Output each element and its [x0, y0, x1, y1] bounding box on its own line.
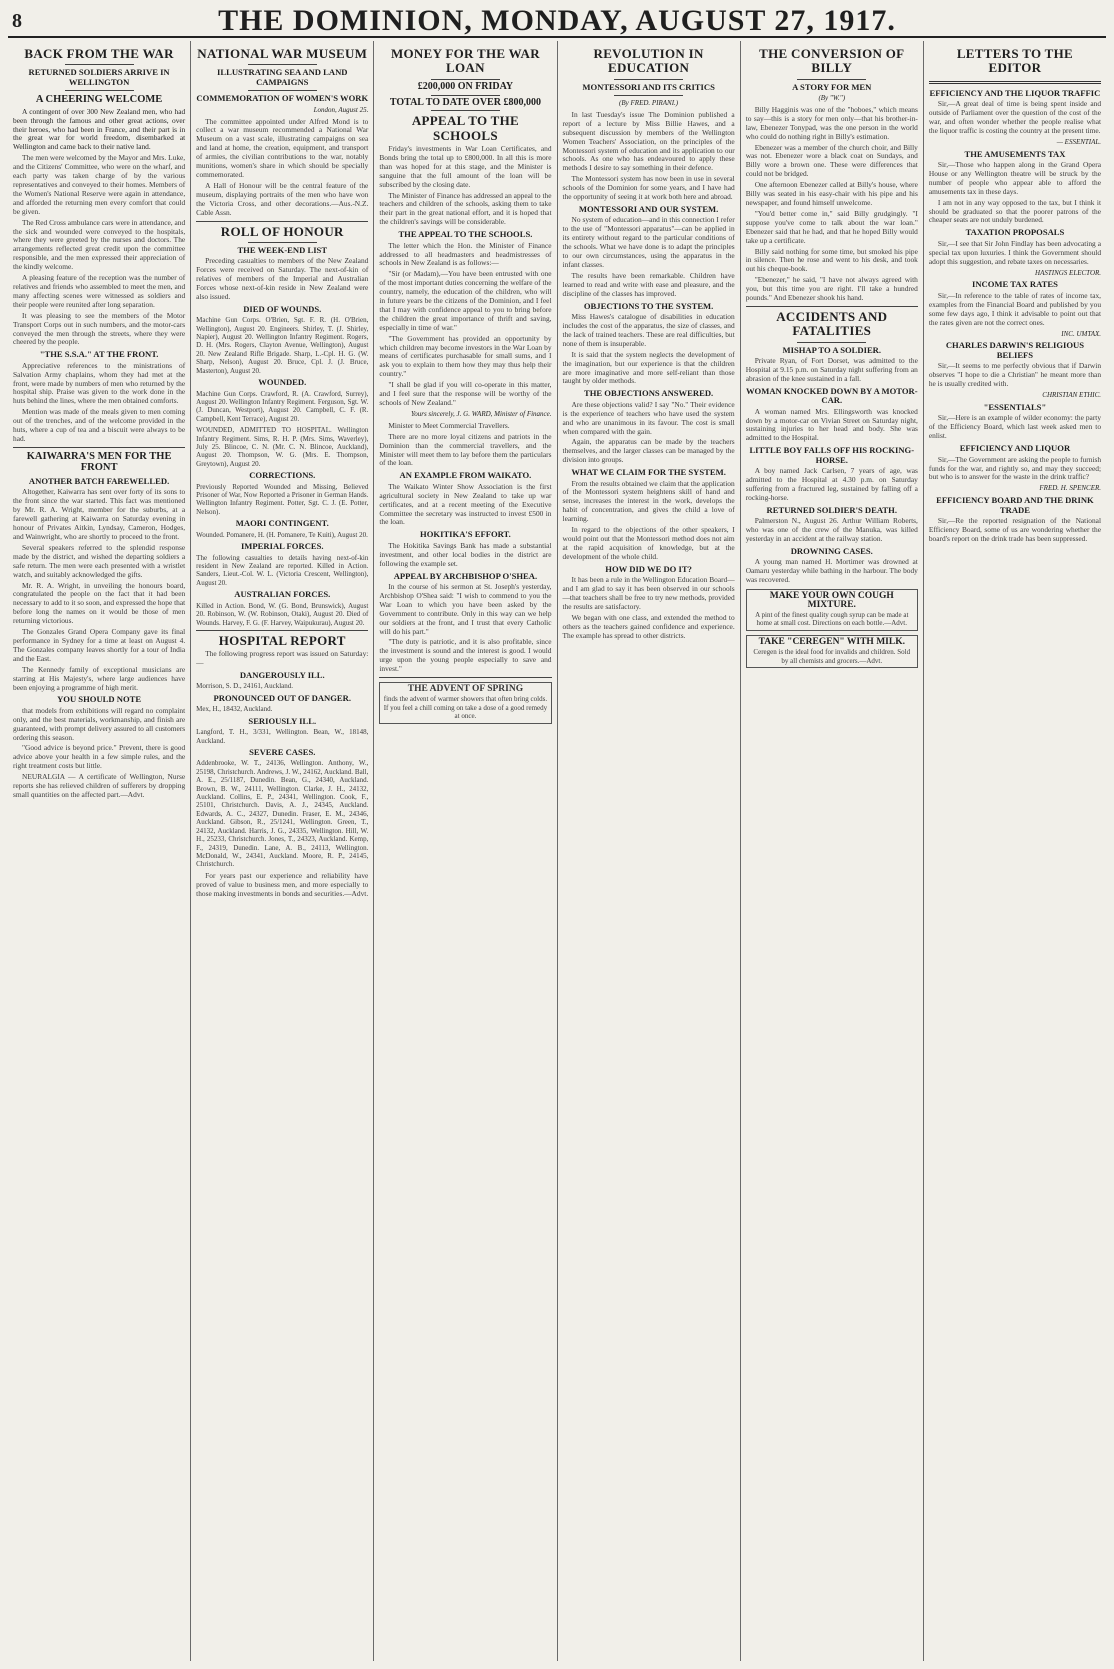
column-6: LETTERS TO THE EDITOR EFFICIENCY AND THE LIQUOR TRAFFIC Sir,—A great deal of time is being spent inside and outside of Parliament over the question of the cost of the war, and often wonder whether the people realise what the liquor traffic is costing the country at the present time. — ESSENTIAL. THE AMUSEMENTS TAX Sir,—Those who happen along in the Grand Opera House or any Wellington theatre will be struck by the number of people who appear able to afford the amusements tax in these days. I am not in any way opposed to the tax, but I think it should be graduated so that the poorer patrons of the cheaper seats are not unduly burdened. TAXATION PROPOSALS Sir,—I see that Sir John Findlay has been advocating a special tax upon luxuries. I think the Government should adopt this suggestion, and rebate taxes on necessaries. HASTINGS ELECTOR. INCOME TAX RATES Sir,—In reference to the table of rates of income tax, examples from the Financial Board and published by you some few days ago, I think it advisable to point out that the rates given are not the correct ones. INC. UMTAX. CHARLES DARWIN'S RELIGIOUS BELIEFS Sir,—It seems to me perfectly obvious that if Darwin observes "I hope to die a Christian" he meant more than he is usually credited with. CHRISTIAN ETHIC. "ESSENTIALS" Sir,—Here is an example of wilder economy: the party of the Efficiency Board, which last week asked men to enlist. EFFICIENCY AND LIQUOR Sir,—The Government are asking the people to furnish funds for the war, and rightly so, and may they succeed; but who is to answer for the waste in the drink traffic? FRED. H. SPENCER. EFFICIENCY BOARD AND THE DRINK TRADE Sir,—Re the reported resignation of the National Efficiency Board, some of us are wondering whether the board's report on the drink trade has been suppressed. [928, 46, 1102, 543]
subhead-waikato: AN EXAMPLE FROM WAIKATO. [399, 470, 532, 481]
category-seriously-ill: SERIOUSLY ILL. [248, 715, 317, 726]
subhead-appeal-to-schools: THE APPEAL TO THE SCHOOLS. [398, 229, 533, 240]
column-3: MONEY FOR THE WAR LOAN £200,000 ON FRIDAY TOTAL TO DATE OVER £800,000 APPEAL TO THE SCHOOLS Friday's investments in War Loan Certificates, and Bonds bring the total up to £800,000. In all this is more than was hoped for at this stage, and the Minister is sanguine that the full amount of the loan will be subscribed by the closing date. The Minister of Finance has addressed an appeal to the teachers and children of the schools, asking them to take their part in the great national effort, and it is hoped that the children's savings will be considerable. THE APPEAL TO THE SCHOOLS. The letter which the Hon. the Minister of Finance addressed to all headmasters and headmistresses of schools in New Zealand is as follows:— "Sir (or Madam),—You have been entrusted with one of the most important duties concerning the welfare of the country, namely, the education of the children, who will in future years be the citizens of the Dominion, and I feel that I may with confidence appeal to you to bring before the children the great importance of thrift and saving, especially in time of war." "The Government has provided an opportunity by which children may become investors in the War Loan by means of certificates purchasable for small sums, and I ask you to explain to them how they may thus help their country." "I shall be glad if you will co-operate in this matter, and I feel sure that the response will be worthy of the schools of New Zealand." Yours sincerely, J. G. WARD, Minister of Finance. Minister to Meet Commercial Travellers. There are no more loyal citizens and patriots in the Dominion than the commercial travellers, and the Minister will meet them to lay before them the particulars of the loan. AN EXAMPLE FROM WAIKATO. The Waikato Winter Show Association is the first agricultural society in New Zealand to take up war certificates, and at a recent meeting of the Executive Committee the secretary was instructed to invest £500 in the loan. HOKITIKA'S EFFORT. The Hokitika Savings Bank has made a substantial investment, and other local bodies in the district are following the example set. APPEAL BY ARCHBISHOP O'SHEA. In the course of his sermon at St. Joseph's yesterday, Archbishop O'Shea said: "I wish to commend to you the War Loan to which you have been asked by the Government to contribute. Only in this way can we help our soldiers at the front, and I trust that every Catholic will do his part." "The duty is patriotic, and it is also profitable, since the investment is sound and the interest is good. I would urge upon the young people especially to save and invest." THE ADVENT OF SPRING finds the advent of warmer showers that often bring colds. If you feel a chill coming on take a dose of a good remedy at once. [374, 41, 557, 1661]
section-appeal-schools: APPEAL TO THE SCHOOLS [411, 113, 520, 143]
column-2: NATIONAL WAR MUSEUM ILLUSTRATING SEA AND LAND CAMPAIGNS COMMEMORATION OF WOMEN'S WORK London, August 25. The committee appointed under Alfred Mond is to collect a war museum recommended a National War Museum on a vast scale, illustrating campaigns on sea and land at home, the creation, equipment, and transport of armies, the civilian contributions to the war, notably munitions, women's share in which should be specially commemorated. A Hall of Honour will be the central feature of the museum, displaying portraits of the men who have won the Victoria Cross, and other decorations.—Aus.-N.Z. Cable Assn. ROLL OF HONOUR THE WEEK-END LIST Preceding casualties to members of the New Zealand Forces were received on Saturday. The next-of-kin of relatives of members of the Imperial and Australian Forces whose next-of-kin reside in New Zealand were also issued. DIED OF WOUNDS. Machine Gun Corps. O'Brien, Sgt. F. R. (H. O'Brien, Wellington), August 20. Engineers. Shirley, T. (J. Shirley, Napier), August 20. Wellington Infantry Regiment. Rogers, D. H. (Mrs. Rogers, Clayton Avenue, Wellington), August 20. New Zealand Rifle Brigade. Sharp, L.-Cpl. H. G. (W. Sharp, Nelson), August 20. Bruce, Cpl. J. (J. Bruce, Masterton), August 20. WOUNDED. Machine Gun Corps. Crawford, R. (A. Crawford, Surrey), August 20. Wellington Infantry Regiment. Ferguson, Sgt. W. (J. Duncan, Westport), August 20. Campbell, C. F. (R. Campbell, Kent Terrace), August 20. WOUNDED, ADMITTED TO HOSPITAL. Wellington Infantry Regiment. Sims, R. H. P. (Mrs. Sims, Waverley), July 25. Blincoe, C. N. (Mr. C. N. Blincoe, Auckland), August 20. Thompson, W. G. (Mrs. E. Thompson, Greytown), August 20. CORRECTIONS. Previously Reported Wounded and Missing, Believed Prisoner of War, Now Reported a Prisoner in German Hands. Wellington Infantry Regiment. Potter, Sgt. C. J. (E. Potter, Nelson). MAORI CONTINGENT. Wounded. Pomanere, H. (H. Pomanere, Te Kuiti), August 20. IMPERIAL FORCES. The following casualties to details having next-of-kin resident in New Zealand are reported. Killed in Action. Sanders, Lieut.-Col. W. L. (Victoria Crescent, Wellington), August 20. AUSTRALIAN FORCES. Killed in Action. Bond, W. (G. Bond, Brunswick), August 20. Robinson, W. (W. Robinson, Otaki), August 20. Died of Wounds. Harvey, F. G. (F. Harvey, Waipukurau), August 20. HOSPITAL REPORT The following progress report was issued on Saturday:— DANGEROUSLY ILL. Morrison, S. D., 24161, Auckland. PRONOUNCED OUT OF DANGER. Mex, H., 18432, Auckland. SERIOUSLY ILL. Langford, T. H., 3/331, Wellington. Bean, W., 18148, Auckland. SEVERE CASES. Addenbrooke, W. T., 24136, Wellington. Anthony, W., 25198, Christchurch. Andrews, J. W., 24162, Auckland. Ball, A. E., 25/1187, Dunedin. Bean, G., 24340, Auckland. Brown, B. W., 24111, Wellington. Clarke, J. H., 24132, Auckland. Collins, E. P., 24341, Wellington. Cook, F., 25101, Christchurch. Davis, A. J., 24345, Auckland. Edwards, A. C., 24327, Dunedin. Fraser, E. M., 24346, Auckland. Gibson, R., 25/1241, Wellington. Green, T., 24132, Auckland. Harris, J. G., 24335, Wellington. Hill, W. H., 25233, Christchurch. Jones, T., 24323, Auckland. Kemp, F., 24319, Dunedin. Lane, A. B., 24113, Wellington. McDonald, W., 24341, Auckland. Moore, R. P., 24145, Christchurch. For years past our experience and reliability have proved of value to business men, and more especially to those making investments in bonds and securities.—Advt. [191, 41, 374, 1661]
headline-back-from-war: BACK FROM THE WAR [24, 46, 174, 61]
signature-christian-ethic: CHRISTIAN ETHIC. [1042, 391, 1102, 400]
dateline-london: London, August 25. [313, 105, 369, 114]
subhead-montessori: MONTESSORI AND ITS CRITICS [582, 81, 715, 92]
letter-taxation-proposals: TAXATION PROPOSALS [965, 227, 1065, 238]
headline-kaiwarra: KAIWARRA'S MEN FOR THE FRONT [26, 450, 172, 474]
letter-essentials: "ESSENTIALS" [983, 401, 1047, 412]
signature-spencer: FRED. H. SPENCER. [1039, 484, 1102, 493]
byline-w: (By "W.") [818, 94, 846, 103]
signature-umtax: INC. UMTAX. [1061, 329, 1102, 338]
accident-drowning: DROWNING CASES. [790, 545, 873, 556]
subhead-what-we-claim: WHAT WE CLAIM FOR THE SYSTEM. [571, 467, 726, 478]
subhead-story-for-men: A STORY FOR MEN [792, 81, 872, 92]
columns [8, 41, 1106, 1661]
accident-soldier-death: RETURNED SOLDIER'S DEATH. [766, 504, 897, 515]
column-4: REVOLUTION IN EDUCATION MONTESSORI AND ITS CRITICS (By FRED. PIRANI.) In last Tuesday's issue The Dominion published a report of a lecture by Miss Billie Hawes, and a subsequent discussion by members of the Wellington Women Teachers' Association, on the principles of the Montessori system of education and its application to our schools. As one who has endeavoured to apply these methods I desire to say something in their defence. The Montessori system has now been in use in several schools of the Dominion for some years, and I have had the opportunity of seeing it at work both here and abroad. MONTESSORI AND OUR SYSTEM. No system of education—and in this connection I refer to the use of "Montessori apparatus"—can be applied in its entirety without regard to the particular conditions of the schools. What we have done is to adapt the principles to our own circumstances, using the apparatus in the infant classes. The results have been remarkable. Children have learned to read and write with ease and pleasure, and the discipline of the classes has improved. OBJECTIONS TO THE SYSTEM. Miss Hawes's catalogue of disabilities in education includes the cost of the apparatus, the size of classes, and the lack of trained teachers. These are real difficulties, but none of them is insuperable. It is said that the system neglects the development of the imagination, but our experience is that the children are more imaginative and more self-reliant than those taught by older methods. THE OBJECTIONS ANSWERED. Are these objections valid? I say "No." Their evidence is the experience of teachers who have used the system and who are unanimous in its favour. The cost is small when compared with the gain. Again, the apparatus can be made by the teachers themselves, and the larger classes can be managed by the division into groups. WHAT WE CLAIM FOR THE SYSTEM. From the results obtained we claim that the application of the Montessori system heightens skill of hand and sense, increases the interest in the work, develops the habit of concentration, and gives the child a love of learning. In regard to the objections of the other speakers, I would point out that the Montessori method does not aim at the rapid acquisition of knowledge, but at the development of the whole child. HOW DID WE DO IT? It has been a rule in the Wellington Education Board—and I am glad to say it has been observed in our schools—that teachers shall be free to try new methods, provided the results are satisfactory. We began with one class, and extended the method to others as the teachers gained confidence and experience. The example has spread to other districts. [558, 41, 741, 1661]
accident-woman-motor-car: WOMAN KNOCKED DOWN BY A MOTOR-CAR. [745, 385, 918, 406]
category-wounded: WOUNDED. [258, 377, 307, 388]
category-died: DIED OF WOUNDS. [243, 303, 322, 314]
category-out-of-danger: PRONOUNCED OUT OF DANGER. [213, 692, 352, 703]
ad-cough-mixture: MAKE YOUR OWN COUGH MIXTURE. A pint of the finest quality cough syrup can be made at home at small cost. Directions on each bottle.—Advt. [746, 589, 918, 631]
letter-amusements-tax: THE AMUSEMENTS TAX [964, 148, 1066, 159]
subhead-illustrating: ILLUSTRATING SEA AND LAND CAMPAIGNS [217, 67, 348, 87]
ad-ceregen: TAKE "CEREGEN" WITH MILK. Ceregen is the ideal food for invalids and children. Sold by all chemists and grocers.—Advt. [746, 635, 918, 668]
subhead-objections-answered: THE OBJECTIONS ANSWERED. [584, 388, 714, 399]
headline-revolution-education: REVOLUTION IN EDUCATION [593, 46, 704, 76]
subsection-ssa: "THE S.S.A." AT THE FRONT. [39, 349, 159, 360]
subhead-how-did-we-do-it: HOW DID WE DO IT? [605, 563, 692, 574]
letter-darwin: CHARLES DARWIN'S RELIGIOUS BELIEFS [945, 340, 1085, 360]
signature-ward: Yours sincerely, J. G. WARD, Minister of Finance. [410, 409, 552, 418]
newspaper-title: THE DOMINION, MONDAY, AUGUST 27, 1917. [218, 4, 896, 37]
signature-hastings: HASTINGS ELECTOR. [1035, 268, 1102, 277]
letter-drink-trade: EFFICIENCY BOARD AND THE DRINK TRADE [936, 495, 1094, 515]
headline-war-museum: NATIONAL WAR MUSEUM [197, 46, 368, 61]
subhead-archbishop: APPEAL BY ARCHBISHOP O'SHEA. [393, 570, 538, 581]
headline-accidents: ACCIDENTS AND FATALITIES [776, 308, 888, 339]
category-corrections: CORRECTIONS. [249, 470, 316, 481]
notice-title: YOU SHOULD NOTE [57, 694, 142, 705]
page-number: 8 [12, 9, 22, 32]
byline-pirani: (By FRED. PIRANI.) [619, 99, 679, 108]
big-figure-friday: £200,000 ON FRIDAY [417, 80, 514, 92]
subhead-commemoration: COMMEMORATION OF WOMEN'S WORK [196, 93, 369, 104]
headline-money-war-loan: MONEY FOR THE WAR LOAN [390, 46, 540, 76]
category-dangerously-ill: DANGEROUSLY ILL. [239, 670, 325, 681]
category-severe-cases: SEVERE CASES. [249, 747, 316, 757]
category-australian: AUSTRALIAN FORCES. [234, 589, 331, 600]
column-5: THE CONVERSION OF BILLY A STORY FOR MEN (By "W.") Billy Hagginis was one of the "hoboes," which means to say—this is a story for men only—that his brother-in-law, Ebenezer Tonypad, was the one person in the world who could do nothing right in Billy's estimation. Ebenezer was a member of the church choir, and Billy was not. Ebenezer wore a black coat on Sundays, and Billy wore a brown one. These were differences that could not be bridged. One afternoon Ebenezer called at Billy's house, where Billy was seated in his easy-chair with his pipe and his newspaper, and found himself unwelcome. "You'd better come in," said Billy grudgingly. "I suppose you've come to talk about the war loan." Ebenezer said that he had, and that he hoped Billy would take up a certificate. Billy said nothing for some time, but smoked his pipe in silence. Then he rose and went to his desk, and took out his cheque-book. "Ebenezer," he said, "I have not always agreed with you, but this time you are right. I'll take a hundred pounds." And Ebenezer shook his hand. ACCIDENTS AND FATALITIES MISHAP TO A SOLDIER. Private Ryan, of Fort Dorset, was admitted to the Hospital at 9.15 p.m. on Saturday night suffering from an abrasion of the knee sustained in a fall. WOMAN KNOCKED DOWN BY A MOTOR-CAR. A woman named Mrs. Ellingsworth was knocked down by a motor-car on Vivian Street on Saturday night, sustaining injuries to her head and body. She was admitted to the Hospital. LITTLE BOY FALLS OFF HIS ROCKING-HORSE. A boy named Jack Carlsen, 7 years of age, was admitted to the Hospital at 4.30 p.m. on Saturday suffering from a fractured leg, sustained by falling off a rocking-horse. RETURNED SOLDIER'S DEATH. Palmerston N., August 26. Arthur William Roberts, who was one of the crew of the Manuka, was killed yesterday in an accident at the railway station. DROWNING CASES. A young man named H. Mortimer was drowned at Oamaru yesterday while bathing in the harbour. The body was recovered. MAKE YOUR OWN COUGH MIXTURE. A pint of the finest quality cough syrup can be made at home at small cost. Directions on each bottle.—Advt. TAKE "CEREGEN" WITH MILK. Ceregen is the ideal food for invalids and children. Sold by all chemists and grocers.—Advt. [741, 41, 924, 1661]
signature-essential: — ESSENTIAL. [1056, 137, 1102, 146]
section-cheering-welcome: A CHEERING WELCOME [35, 94, 163, 106]
letter-efficiency-liquor: EFFICIENCY AND LIQUOR [959, 443, 1071, 454]
section-another-batch: ANOTHER BATCH FAREWELLED. [28, 476, 170, 487]
column-1: BACK FROM THE WAR RETURNED SOLDIERS ARRIVE IN WELLINGTON A CHEERING WELCOME A contingent of over 300 New Zealand men, who had been through the famous and other great actions, over their heroes, who had been in France, and their part is in the great war for world freedom, disembarked at Wellington and came back to their native land. The men were welcomed by the Mayor and Mrs. Luke, and the Citizens' Committee, who were on the wharf, and each party was taken charge of by the various representatives and conveyed to their homes. Members of the Women's National Reserve were again in attendance, and afforded the returning men every comfort that could be given. The Red Cross ambulance cars were in attendance, and the sick and wounded were conveyed to the hospitals, where they were greeted by the nurses and doctors. The arrangements reflected great credit upon the committee responsible, and the men expressed their appreciation of the kindly welcome. A pleasing feature of the reception was the number of relatives and friends who assembled to meet the men, and many affecting scenes were witnessed as soldiers and their people were reunited after long separation. It was pleasing to see the members of the Motor Transport Corps out in such numbers, and the motor-cars conveyed the men through the streets, where they were cheered by the people. "THE S.S.A." AT THE FRONT. Appreciative references to the ministrations of Salvation Army chaplains, whom they had met at the front, were made by numbers of men who returned by the hospital ship. Praise was given to the work done in the huts behind the lines, where the men obtained comforts. Mention was made of the meals given to men coming out of the trenches, and of the welcome provided in the huts, where a cup of tea and a biscuit were always to be had. KAIWARRA'S MEN FOR THE FRONT ANOTHER BATCH FAREWELLED. Altogether, Kaiwarra has sent over forty of its sons to the front since the war started. This fact was mentioned by Mr. R. A. Wright, member for the suburbs, at a farewell gathering at Kaiwarra on Saturday evening in honour of Privates Aitkin, Lyndsay, Cameron, Hodges, and Wainwright, who are shortly to proceed to the front. Several speakers referred to the splendid response made by the district, and wished the departing soldiers a safe return. The men were each presented with a wristlet watch, and suitably acknowledged the gifts. Mr. R. A. Wright, in unveiling the honours board, congratulated the people on the fact that it had been necessary to add to it so soon, and expressed the hope that before long the names on it would be those of men returning victorious. The Gonzales Grand Opera Company gave its final performance in Sydney for a time at least on August 4. The Gonzales company leaves shortly for a tour of India and the East. The Kennedy family of exceptional musicians are starring at His Majesty's, where large audiences have been enjoying a programme of high merit. YOU SHOULD NOTE that models from exhibitions will regard no complaint only, and the best materials, workmanship, and finish are guaranteed, with prompt delivery assured to all customers ordering this season. "Good advice is beyond price." Prevent, there is good advice above your health in a few simple rules, and the right treatment costs but little. NEURALGIA — A certificate of Wellington, Nurse reports she has relieved children of sufferers by dropping small quantities on the affected part.—Advt. [8, 41, 191, 1661]
headline-roll-of-honour: ROLL OF HONOUR [220, 223, 344, 239]
big-figure-total: TOTAL TO DATE OVER £800,000 [389, 96, 541, 108]
category-imperial: IMPERIAL FORCES. [240, 541, 324, 552]
headline-letters-editor: LETTERS TO THE EDITOR [956, 46, 1074, 76]
headline-hospital-report: HOSPITAL REPORT [218, 632, 346, 648]
accident-rocking-horse: LITTLE BOY FALLS OFF HIS ROCKING-HORSE. [749, 445, 915, 465]
category-maori: MAORI CONTINGENT. [235, 518, 329, 529]
masthead [8, 6, 1106, 38]
accident-soldier: MISHAP TO A SOLDIER. [782, 344, 882, 355]
letter-income-tax: INCOME TAX RATES [971, 279, 1058, 290]
section-week-end-list: THE WEEK-END LIST [237, 244, 328, 255]
subhead-hokitika: HOKITIKA'S EFFORT. [420, 529, 511, 540]
letter-liquor-traffic: EFFICIENCY AND THE LIQUOR TRAFFIC [929, 87, 1101, 98]
subhead-returned-soldiers: RETURNED SOLDIERS ARRIVE IN WELLINGTON [28, 67, 170, 87]
headline-conversion-billy: THE CONVERSION OF BILLY [759, 46, 905, 76]
article-intro: A contingent of over 300 New Zealand men, who had been through the famous and other great actions, over their heroes, who had been in France, and their part is in the great war for world freedom, disembarked at Wellington and came back to their native land. [13, 106, 186, 152]
subhead-montessori-our-system: MONTESSORI AND OUR SYSTEM. [578, 204, 719, 215]
subhead-objections: OBJECTIONS TO THE SYSTEM. [583, 300, 714, 311]
